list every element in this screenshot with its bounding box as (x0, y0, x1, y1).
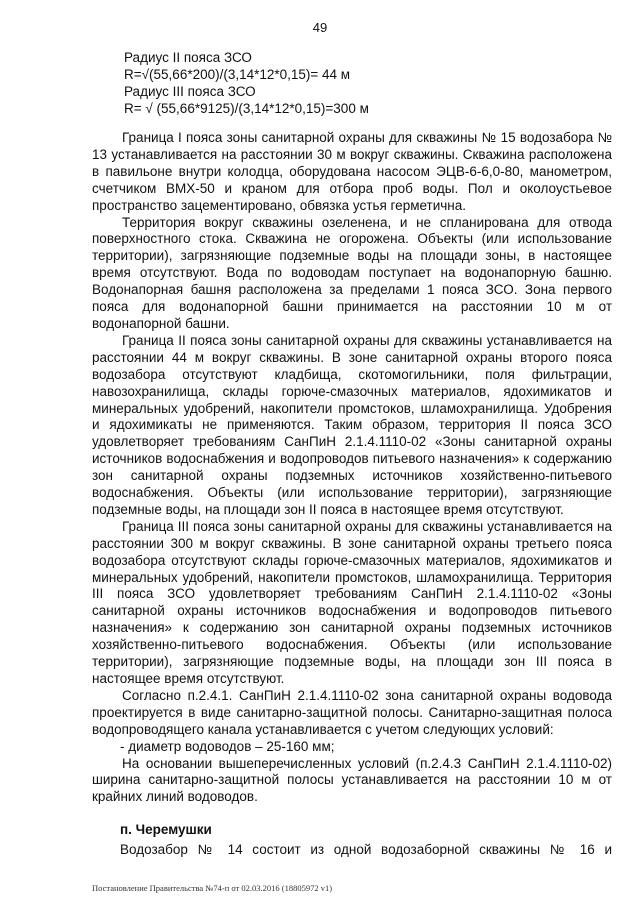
radius-2-formula: R=√(55,66*200)/(3,14*12*0,15)= 44 м (124, 67, 351, 82)
paragraph-zone-1: Граница I пояса зоны санитарной охраны для скважины № 15 водозабора № 13 устанавливается на расстоянии 30 м вокруг скважины. Скважина расположена в павильоне внутри колодца, оборудована насосом ЭЦВ-6-6,0-80, манометром, счетчиком ВМХ-50 и краном для отбора проб воды. Пол и околоустьевое пространство зацементировано, обвязка устья герметична. (92, 130, 612, 213)
paragraph-water-conduit: Согласно п.2.4.1. СанПиН 2.1.4.1110-02 зона санитарной охраны водовода проектируется в виде санитарно-защитной полосы. Санитарно-защитная полоса водопроводящего канала устанавливается с учетом следующих условий: (92, 687, 612, 737)
paragraph-water-intake-14: Водозабор № 14 состоит из одной водозаборной скважины № 16 и (120, 842, 612, 857)
paragraph-territory: Территория вокруг скважины озеленена, и не спланирована для отвода поверхностного стока. Скважина не огорожена. Объекты (или использование территории), загрязняющие подземные воды на площади зоны, в настоящее время отсутствуют. Вода по водоводам поступает на водонапорную башню. Водонапорная башня расположена за пределами 1 пояса ЗСО. Зона первого пояса для водонапорной башни принимается на расстоянии 10 м от водонапорной башни. (92, 214, 612, 331)
radius-3-label: Радиус III пояса ЗСО (124, 84, 256, 99)
page-number: 49 (312, 20, 328, 35)
list-item-diameter: - диаметр водоводов – 25-160 мм; (120, 738, 335, 754)
radius-2-label: Радиус II пояса ЗСО (124, 50, 252, 65)
paragraph-protection-strip: На основании вышеперечисленных условий (п.2.4.3 СанПиН 2.1.4.1110-02) ширина санитарно-защитной полосы устанавливается на расстоянии 10 м от крайних линий водоводов. (92, 755, 612, 805)
document-body (92, 130, 612, 806)
radius-formulas (124, 49, 369, 117)
section-title: п. Черемушки (120, 822, 212, 837)
paragraph-zone-2: Граница II пояса зоны санитарной охраны для скважины устанавливается на расстоянии 44 м вокруг скважины. В зоне санитарной охраны второго пояса водозабора отсутствуют кладбища, скотомогильники, поля фильтрации, навозохранилища, склады горюче-смазочных материалов, ядохимикатов и минеральных удобрений, накопители промстоков, шламохранилища. Удобрения и ядохимикаты не применяются. Таким образом, территория II пояса ЗСО удовлетворяет требованиям СанПиН 2.1.4.1110-02 «Зоны санитарной охраны источников водоснабжения и водопроводов питьевого назначения» к содержанию зон санитарной охраны подземных источников хозяйственно-питьевого водоснабжения. Объекты (или использование территории), загрязняющие подземные воды, на площади зон II пояса в настоящее время отсутствуют. (92, 332, 612, 517)
paragraph-zone-3: Граница III пояса зоны санитарной охраны для скважины устанавливается на расстоянии 300 м вокруг скважины. В зоне санитарной охраны третьего пояса водозабора отсутствуют склады горюче-смазочных материалов, ядохимикатов и минеральных удобрений, накопители промстоков, шламохранилища. Территория III пояса ЗСО удовлетворяет требованиям СанПиН 2.1.4.1110-02 «Зоны санитарной охраны источников водоснабжения и водопроводов питьевого назначения» к содержанию зон санитарной охраны подземных источников хозяйственно-питьевого водоснабжения. Объекты (или использование территории), загрязняющие подземные воды, на площади зон III пояса в настоящее время отсутствуют. (92, 518, 612, 686)
footer-note: Постановление Правительства №74-п от 02.03.2016 (18805972 v1) (92, 883, 333, 893)
radius-3-formula: R= √ (55,66*9125)/(3,14*12*0,15)=300 м (124, 101, 369, 116)
